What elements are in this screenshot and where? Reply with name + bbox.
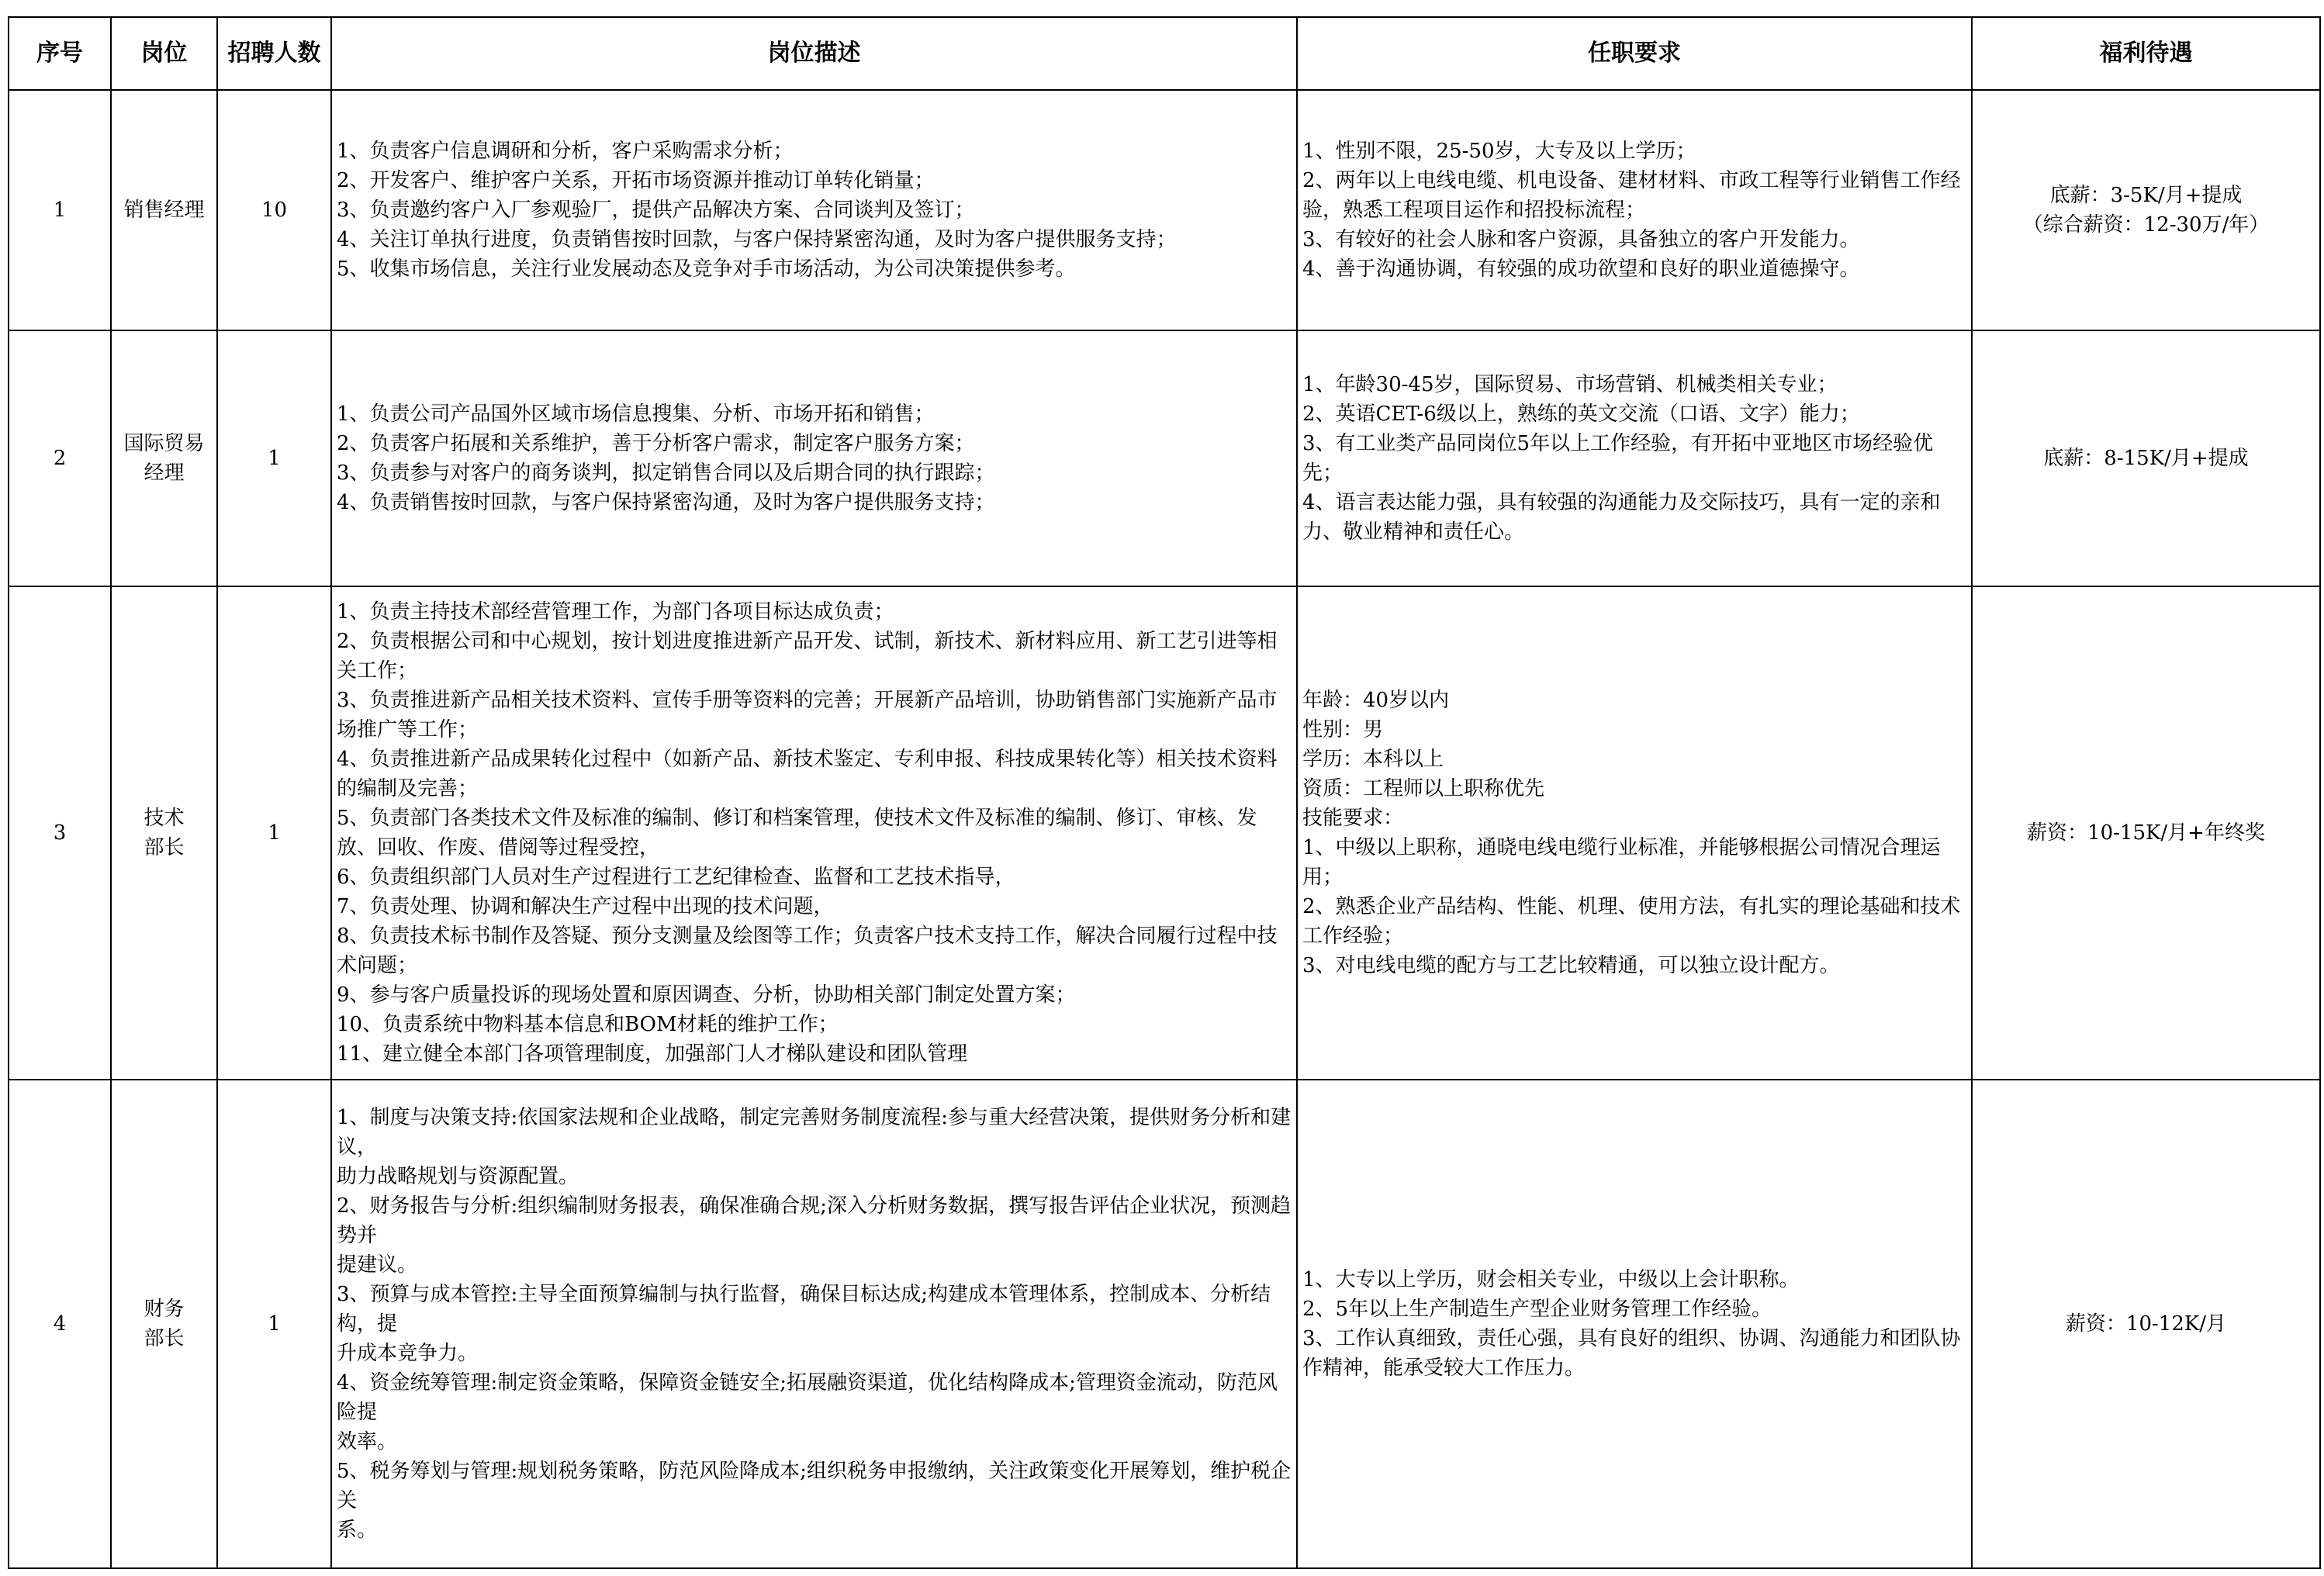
header-description: 岗位描述 [331, 17, 1297, 90]
header-row [9, 17, 2320, 90]
row-benefits: 底薪：3-5K/月+提成 （综合薪资：12-30万/年） [1972, 90, 2320, 330]
row-requirements: 年龄：40岁以内 性别：男 学历：本科以上 资质：工程师以上职称优先 技能要求： 1、中级以上职称，通晓电线电缆行业标准，并能够根据公司情况合理运用； 2、熟悉企业产品结构、性能、机理、使用方法，有扎实的理论基础和技术工作经验； 3、对电线电缆的配方与工艺比较精通，可以独立设计配方。 [1297, 586, 1972, 1080]
row-position: 财务部长 [111, 1080, 217, 1568]
header-benefits: 福利待遇 [1972, 17, 2320, 90]
row-description: 1、负责客户信息调研和分析，客户采购需求分析； 2、开发客户、维护客户关系，开拓市场资源并推动订单转化销量； 3、负责邀约客户入厂参观验厂，提供产品解决方案、合同谈判及签订； 4、关注订单执行进度，负责销售按时回款，与客户保持紧密沟通，及时为客户提供服务支持； 5、收集市场信息，关注行业发展动态及竞争对手市场活动，为公司决策提供参考。 [331, 90, 1297, 330]
table-row [9, 330, 2320, 586]
row-benefits: 薪资：10-12K/月 [1972, 1080, 2320, 1568]
table-row [9, 1080, 2320, 1568]
table-row [9, 586, 2320, 1080]
row-no: 3 [9, 586, 111, 1080]
row-count: 1 [217, 1080, 331, 1568]
row-no: 1 [9, 90, 111, 330]
header-requirements: 任职要求 [1297, 17, 1972, 90]
row-no: 4 [9, 1080, 111, 1568]
row-position: 销售经理 [111, 90, 217, 330]
row-description: 1、负责主持技术部经营管理工作，为部门各项目标达成负责； 2、负责根据公司和中心规划，按计划进度推进新产品开发、试制，新技术、新材料应用、新工艺引进等相关工作； 3、负责推进新产品相关技术资料、宣传手册等资料的完善；开展新产品培训，协助销售部门实施新产品市场推广等工作； 4、负责推进新产品成果转化过程中（如新产品、新技术鉴定、专利申报、科技成果转化等）相关技术资料的编制及完善； 5、负责部门各类技术文件及标准的编制、修订和档案管理，使技术文件及标准的编制、修订、审核、发放、回收、作废、借阅等过程受控， 6、负责组织部门人员对生产过程进行工艺纪律检查、监督和工艺技术指导， 7、负责处理、协调和解决生产过程中出现的技术问题， 8、负责技术标书制作及答疑、预分支测量及绘图等工作；负责客户技术支持工作，解决合同履行过程中技术问题； 9、参与客户质量投诉的现场处置和原因调查、分析，协助相关部门制定处置方案； 10、负责系统中物料基本信息和BOM材耗的维护工作； 11、建立健全本部门各项管理制度，加强部门人才梯队建设和团队管理 [331, 586, 1297, 1080]
row-count: 1 [217, 330, 331, 586]
row-benefits: 薪资：10-15K/月+年终奖 [1972, 586, 2320, 1080]
header-position: 岗位 [111, 17, 217, 90]
row-count: 10 [217, 90, 331, 330]
row-requirements: 1、性别不限，25-50岁，大专及以上学历； 2、两年以上电线电缆、机电设备、建材材料、市政工程等行业销售工作经验，熟悉工程项目运作和招投标流程； 3、有较好的社会人脉和客户资源，具备独立的客户开发能力。 4、善于沟通协调，有较强的成功欲望和良好的职业道德操守。 [1297, 90, 1972, 330]
recruitment-table [8, 16, 2321, 1569]
table-row [9, 90, 2320, 330]
header-no: 序号 [9, 17, 111, 90]
row-benefits: 底薪：8-15K/月+提成 [1972, 330, 2320, 586]
row-position: 技术部长 [111, 586, 217, 1080]
header-count: 招聘人数 [217, 17, 331, 90]
row-position: 国际贸易经理 [111, 330, 217, 586]
row-no: 2 [9, 330, 111, 586]
row-requirements: 1、大专以上学历，财会相关专业，中级以上会计职称。 2、5年以上生产制造生产型企业财务管理工作经验。 3、工作认真细致，责任心强，具有良好的组织、协调、沟通能力和团队协作精神，能承受较大工作压力。 [1297, 1080, 1972, 1568]
row-requirements: 1、年龄30-45岁，国际贸易、市场营销、机械类相关专业； 2、英语CET-6级以上，熟练的英文交流（口语、文字）能力； 3、有工业类产品同岗位5年以上工作经验，有开拓中亚地区市场经验优先； 4、语言表达能力强，具有较强的沟通能力及交际技巧，具有一定的亲和力、敬业精神和责任心。 [1297, 330, 1972, 586]
row-count: 1 [217, 586, 331, 1080]
row-description: 1、负责公司产品国外区域市场信息搜集、分析、市场开拓和销售； 2、负责客户拓展和关系维护，善于分析客户需求，制定客户服务方案； 3、负责参与对客户的商务谈判，拟定销售合同以及后期合同的执行跟踪； 4、负责销售按时回款，与客户保持紧密沟通，及时为客户提供服务支持； [331, 330, 1297, 586]
row-description: 1、制度与决策支持:依国家法规和企业战略，制定完善财务制度流程:参与重大经营决策，提供财务分析和建议， 助力战略规划与资源配置。 2、财务报告与分析:组织编制财务报表，确保准确合规;深入分析财务数据，撰写报告评估企业状况，预测趋势并 提建议。 3、预算与成本管控:主导全面预算编制与执行监督，确保目标达成;构建成本管理体系，控制成本、分析结构，提 升成本竞争力。 4、资金统筹管理:制定资金策略，保障资金链安全;拓展融资渠道，优化结构降成本;管理资金流动，防范风险提 效率。 5、税务筹划与管理:规划税务策略，防范风险降成本;组织税务申报缴纳，关注政策变化开展筹划，维护税企关 系。 [331, 1080, 1297, 1568]
